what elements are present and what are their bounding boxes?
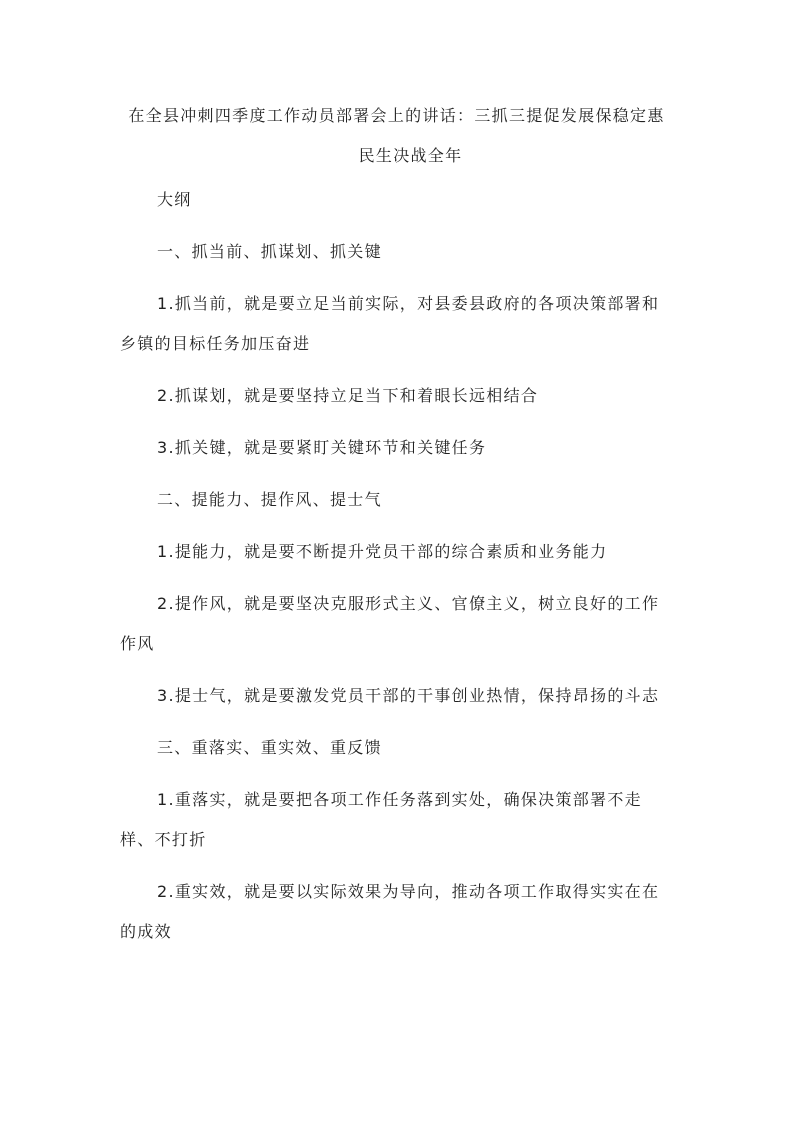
section-heading-2: 二、提能力、提作风、提士气 [157, 490, 382, 509]
section-1-item-3: 3.抓关键，就是要紧盯关键环节和关键任务 [157, 438, 487, 457]
section-heading-3: 三、重落实、重实效、重反馈 [157, 738, 382, 757]
section-3-item-2: 2.重实效，就是要以实际效果为导向，推动各项工作取得实实在在的成效 [120, 882, 660, 941]
document-title [120, 96, 673, 176]
outline-heading: 大纲 [157, 190, 192, 209]
section-1-item-2: 2.抓谋划，就是要坚持立足当下和着眼长远相结合 [157, 386, 539, 405]
section-2-item-2: 2.提作风，就是要坚决克服形式主义、官僚主义，树立良好的工作作风 [120, 594, 660, 653]
title-line-2: 民生决战全年 [358, 146, 463, 165]
section-1-item-1: 1.抓当前，就是要立足当前实际，对县委县政府的各项决策部署和乡镇的目标任务加压奋进 [120, 294, 660, 353]
section-2-item-1: 1.提能力，就是要不断提升党员干部的综合素质和业务能力 [157, 542, 608, 561]
section-2-item-3: 3.提士气，就是要激发党员干部的干事创业热情，保持昂扬的斗志 [157, 686, 660, 705]
section-heading-1: 一、抓当前、抓谋划、抓关键 [157, 242, 382, 261]
title-line-1: 在全县冲刺四季度工作动员部署会上的讲话：三抓三提促发展保稳定惠 [128, 106, 665, 125]
section-3-item-1: 1.重落实，就是要把各项工作任务落到实处，确保决策部署不走样、不打折 [120, 790, 642, 849]
